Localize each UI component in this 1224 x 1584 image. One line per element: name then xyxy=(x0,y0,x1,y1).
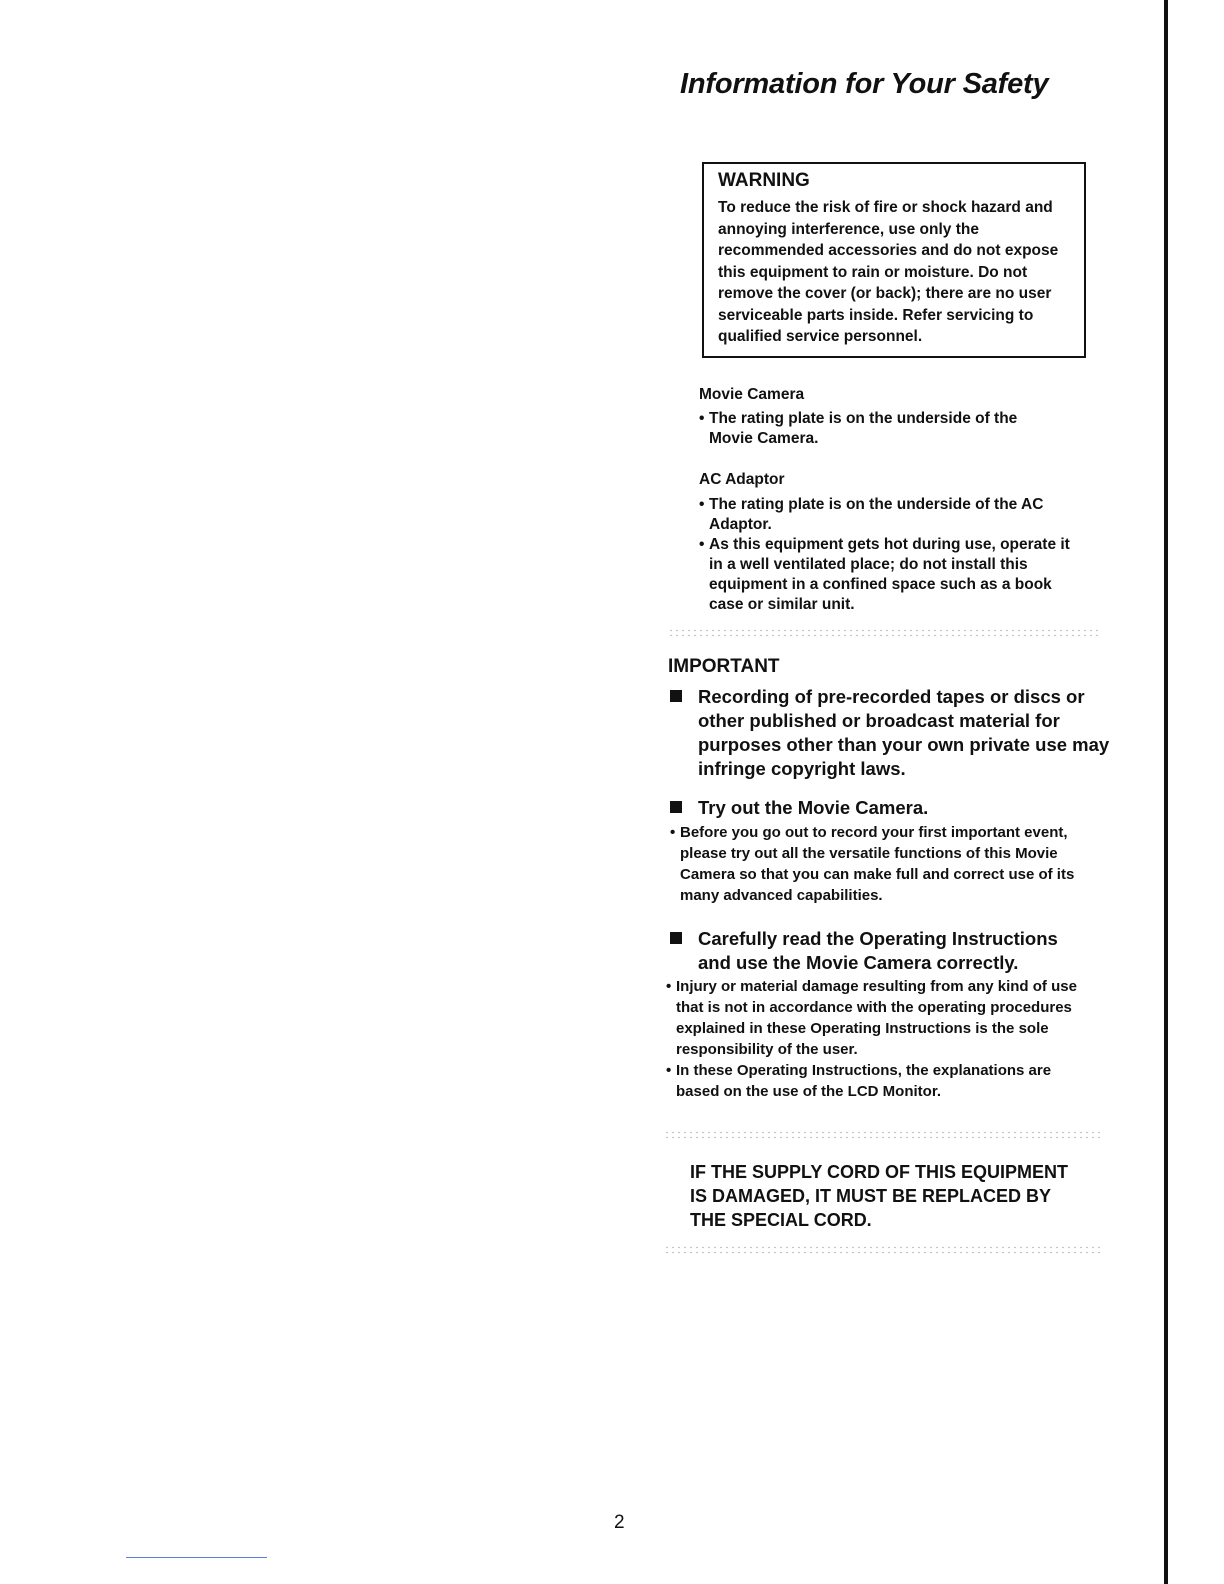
copyright-notice: Recording of pre-recorded tapes or discs or other published or broadcast material for purposes other than your own private use may infringe copyright laws. xyxy=(670,685,1110,781)
supply-cord-notice: IF THE SUPPLY CORD OF THIS EQUIPMENT IS DAMAGED, IT MUST BE REPLACED BY THE SPECIAL CORD. xyxy=(690,1162,1069,1230)
speckle-divider xyxy=(664,1130,1100,1140)
try-out-heading: Try out the Movie Camera. xyxy=(670,796,1110,820)
movie-camera-label: Movie Camera xyxy=(699,386,805,403)
list-item: • The rating plate is on the underside of the AC Adaptor. xyxy=(699,495,1081,535)
try-out-list xyxy=(670,822,1082,906)
read-instructions-heading: Carefully read the Operating Instructions and use the Movie Camera correctly. xyxy=(670,927,1090,975)
read-instructions-list xyxy=(666,976,1091,1102)
footer-rule xyxy=(126,1557,267,1558)
list-item: • As this equipment gets hot during use, operate it in a well ventilated place; do not install this equipment in a confined space such as a book case or similar unit. xyxy=(699,535,1081,615)
list-item: • Before you go out to record your first important event, please try out all the versatile functions of this Movie Camera so that you can make full and correct use of its many advanced capabilities. xyxy=(670,822,1082,906)
ac-adaptor-list xyxy=(699,495,1081,615)
movie-camera-list xyxy=(699,409,1059,449)
page-title: Information for Your Safety xyxy=(680,68,1049,100)
square-bullet-icon xyxy=(670,932,682,944)
warning-body: To reduce the risk of fire or shock hazard and annoying interference, use only the recommended accessories and do not expose this equipment to rain or moisture. Do not remove the cover (or back); there are no user serviceable parts inside. Refer servicing to qualified service personnel. xyxy=(718,199,1059,345)
square-bullet-icon xyxy=(670,690,682,702)
list-item: • In these Operating Instructions, the explanations are based on the use of the LCD Monitor. xyxy=(666,1060,1091,1102)
important-heading: IMPORTANT xyxy=(668,656,780,677)
square-bullet-icon xyxy=(670,801,682,813)
speckle-divider xyxy=(668,628,1098,638)
page-edge-rule xyxy=(1164,0,1168,1584)
warning-heading: WARNING xyxy=(718,170,810,191)
speckle-divider xyxy=(664,1245,1100,1255)
ac-adaptor-label: AC Adaptor xyxy=(699,471,785,488)
page-number: 2 xyxy=(614,1512,625,1533)
list-item: • The rating plate is on the underside of the Movie Camera. xyxy=(699,409,1059,449)
list-item: • Injury or material damage resulting from any kind of use that is not in accordance with the operating procedures explained in these Operating Instructions is the sole responsibility of the user. xyxy=(666,976,1091,1060)
